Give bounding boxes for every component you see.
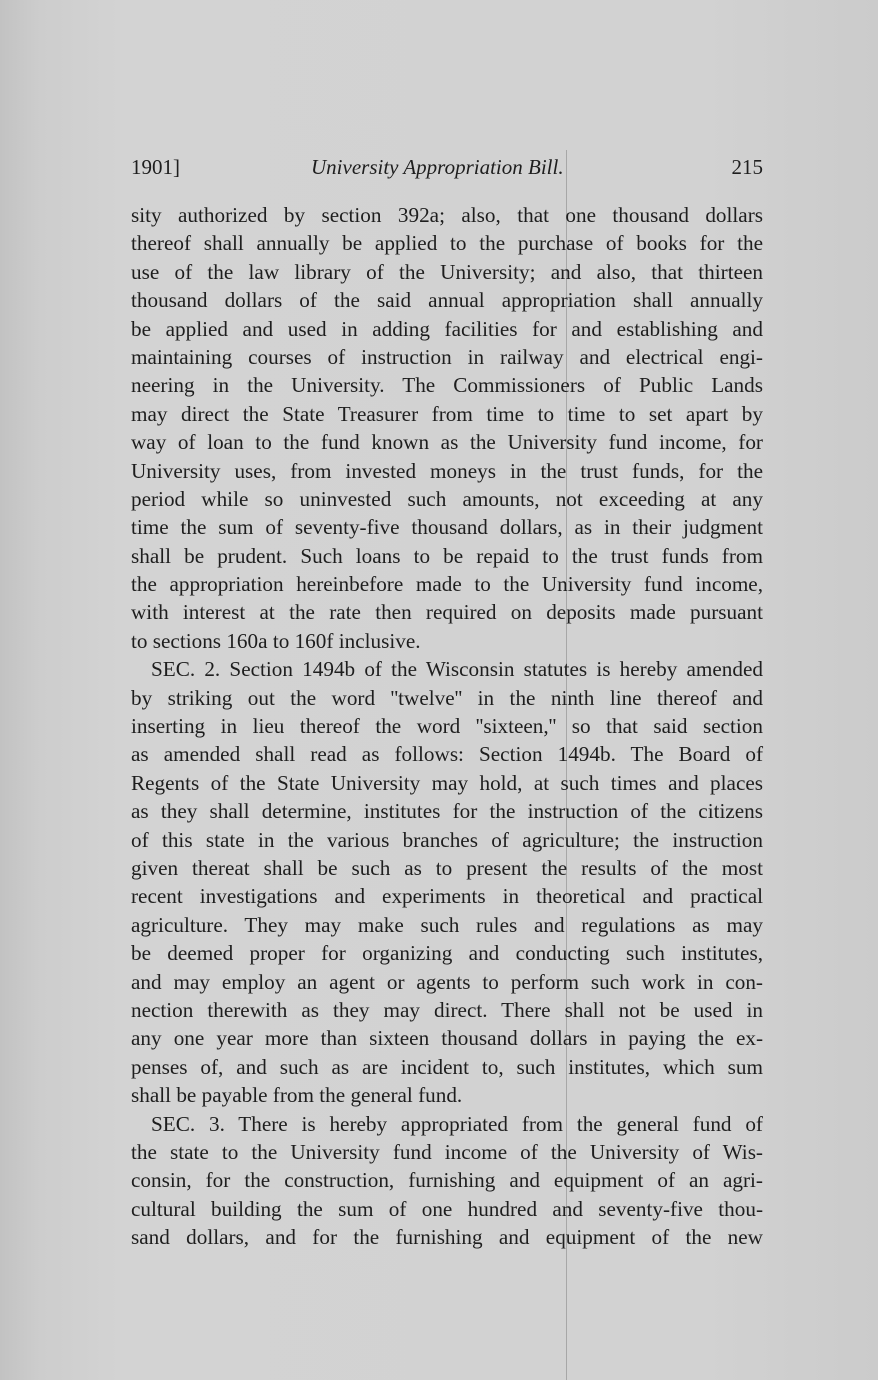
- header-title: University Appropriation Bill.: [311, 155, 564, 179]
- text-line: as they shall determine, institutes for the instruction of the citizens: [131, 799, 763, 824]
- text-line: recent investigations and experiments in theoretical and practical: [131, 884, 763, 909]
- text-line: and may employ an agent or agents to perform such work in con-: [131, 969, 763, 994]
- text-line: consin, for the construction, furnishing and equipment of an agri-: [131, 1168, 763, 1193]
- text-line: way of loan to the fund known as the University fund income, for: [131, 430, 763, 455]
- text-line: use of the law library of the University; and also, that thirteen: [131, 259, 763, 284]
- text-line: sity authorized by section 392a; also, that one thousand dollars: [131, 203, 763, 227]
- text-line: any one year more than sixteen thousand dollars in paying the ex-: [131, 1026, 763, 1051]
- text-line: thousand dollars of the said annual appropriation shall annually: [131, 288, 763, 313]
- text-line: with interest at the rate then required on deposits made pursuant: [131, 600, 763, 625]
- text-line: neering in the University. The Commissioners of Public Lands: [131, 373, 763, 398]
- text-line: period while so uninvested such amounts, not exceeding at any: [131, 486, 763, 511]
- text-line: by striking out the word ''twelve'' in the ninth line thereof and: [131, 685, 763, 710]
- text-line: the state to the University fund income of the University of Wis-: [131, 1139, 763, 1164]
- text-line: may direct the State Treasurer from time to time to set apart by: [131, 401, 763, 426]
- text-line: be deemed proper for organizing and conducting such institutes,: [131, 941, 763, 966]
- text-line: University uses, from invested moneys in the trust funds, for the: [131, 458, 763, 483]
- text-line: Regents of the State University may hold, at such times and places: [131, 770, 763, 795]
- body-text: [131, 201, 763, 1251]
- section-2-start: SEC. 2. Section 1494b of the Wisconsin statutes is hereby amended: [151, 657, 763, 682]
- section-3-start: SEC. 3. There is hereby appropriated from the general fund of: [151, 1111, 763, 1136]
- text-line: maintaining courses of instruction in railway and electrical engi-: [131, 344, 763, 369]
- text-line: of this state in the various branches of agriculture; the instruction: [131, 827, 763, 852]
- text-line: be applied and used in adding facilities for and establishing and: [131, 316, 763, 341]
- text-line: thereof shall annually be applied to the purchase of books for the: [131, 231, 763, 256]
- text-line: inserting in lieu thereof the word ''sixteen,'' so that said section: [131, 714, 763, 739]
- text-line: as amended shall read as follows: Section 1494b. The Board of: [131, 742, 763, 767]
- text-line: shall be prudent. Such loans to be repaid to the trust funds from: [131, 543, 763, 568]
- page-number: 215: [731, 155, 763, 179]
- header-year: 1901]: [131, 155, 180, 179]
- text-line: shall be payable from the general fund.: [131, 1083, 463, 1108]
- text-line: agriculture. They may make such rules and regulations as may: [131, 912, 763, 937]
- text-line: time the sum of seventy-five thousand dollars, as in their judgment: [131, 515, 763, 540]
- text-line: cultural building the sum of one hundred and seventy-five thou-: [131, 1196, 763, 1221]
- text-line: sand dollars, and for the furnishing and equipment of the new: [131, 1225, 763, 1250]
- text-line: to sections 160a to 160f inclusive.: [131, 628, 421, 653]
- running-header: [131, 155, 763, 183]
- text-line: nection therewith as they may direct. There shall not be used in: [131, 997, 763, 1022]
- text-line: given thereat shall be such as to present the results of the most: [131, 855, 763, 880]
- text-line: penses of, and such as are incident to, such institutes, which sum: [131, 1054, 763, 1079]
- text-line: the appropriation hereinbefore made to the University fund income,: [131, 572, 763, 597]
